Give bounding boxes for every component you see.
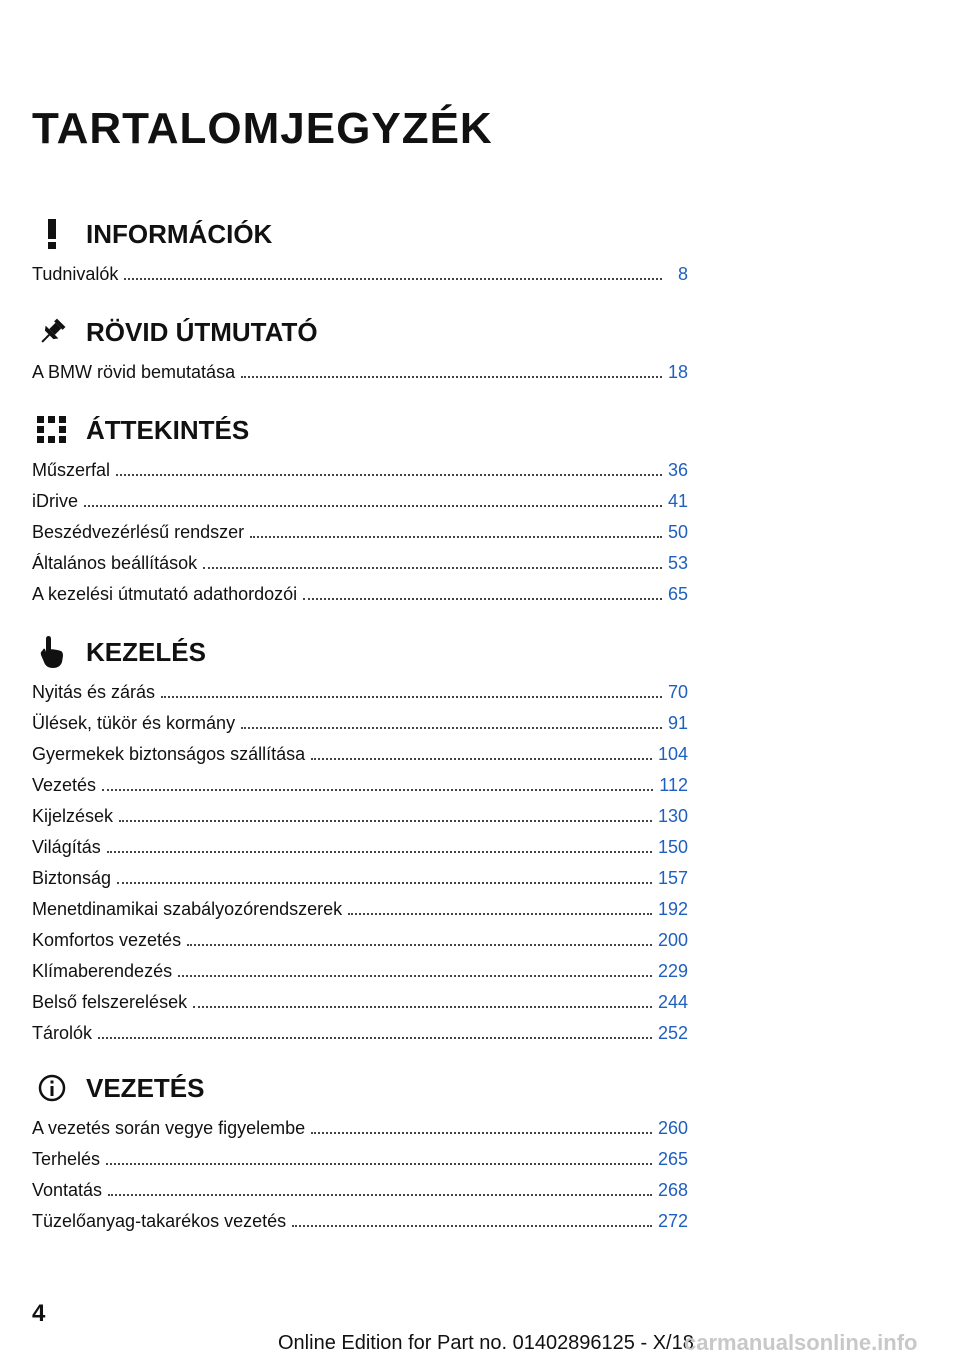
section-attekintes [32, 410, 688, 605]
section-kezeles [32, 632, 688, 1044]
toc-entry-label: Nyitás és zárás [32, 682, 156, 702]
page-title: TARTALOMJEGYZÉK [32, 104, 493, 153]
toc-entry-page: 272 [657, 1211, 688, 1231]
toc-entry-page: 104 [657, 744, 688, 764]
toc-entry-page: 200 [657, 930, 688, 950]
section-header [32, 312, 688, 352]
toc-entry-page: 50 [667, 522, 688, 542]
toc-entry-label: Műszerfal [32, 460, 111, 480]
toc-entry-page: 91 [667, 713, 688, 733]
dot-leader [116, 474, 662, 476]
dot-leader [193, 1006, 652, 1008]
toc-entry-page: 18 [667, 362, 688, 382]
section-informaciok [32, 214, 688, 285]
section-vezetes [32, 1068, 688, 1232]
toc-entry-label: Általános beállítások [32, 553, 198, 573]
dot-leader [311, 1132, 652, 1134]
toc-entry-label: Komfortos vezetés [32, 930, 182, 950]
section-header [32, 214, 688, 254]
toc-entry-belso-felszerelesek[interactable] [32, 982, 688, 1013]
toc-entry-page: 70 [667, 682, 688, 702]
toc-entry-page: 252 [657, 1023, 688, 1043]
toc-entry-label: iDrive [32, 491, 79, 511]
watermark: carmanualsonline.info [684, 1330, 918, 1355]
section-rovid-utmutato [32, 312, 688, 383]
toc-entry-nyitas-es-zaras[interactable] [32, 672, 688, 703]
pointing-hand-icon [32, 632, 72, 672]
toc-entry-label: Belső felszerelések [32, 992, 188, 1012]
dot-leader [117, 882, 652, 884]
dot-leader [106, 1163, 652, 1165]
toc-entry-kijelzesek[interactable] [32, 796, 688, 827]
dot-leader [250, 536, 662, 538]
dot-leader [303, 598, 662, 600]
toc-entry-idrive[interactable] [32, 481, 688, 512]
dot-leader [187, 944, 652, 946]
toc-entry-label: Beszédvezérlésű rendszer [32, 522, 245, 542]
toc-entry-label: Menetdinamikai szabályozórendszerek [32, 899, 343, 919]
grid-icon [32, 410, 72, 450]
dot-leader [84, 505, 662, 507]
toc-entry-label: Terhelés [32, 1149, 101, 1169]
exclamation-icon [32, 214, 72, 254]
pushpin-icon [32, 312, 72, 352]
toc-entry-page: 36 [667, 460, 688, 480]
toc-entry-page: 192 [657, 899, 688, 919]
toc-entry-label: Kijelzések [32, 806, 114, 826]
toc-entry-label: Gyermekek biztonságos szállítása [32, 744, 306, 764]
toc-entry-biztonsag[interactable] [32, 858, 688, 889]
dot-leader [241, 376, 662, 378]
toc-entry-vilagitas[interactable] [32, 827, 688, 858]
toc-entry-label: Klímaberendezés [32, 961, 173, 981]
dot-leader [178, 975, 652, 977]
toc-entry-page: 130 [657, 806, 688, 826]
toc-entry-label: Vontatás [32, 1180, 103, 1200]
info-circle-icon [32, 1068, 72, 1108]
dot-leader [241, 727, 662, 729]
toc-entry-kezelesi-utmutato-adathordozoi[interactable] [32, 574, 688, 605]
toc-entry-page: 229 [657, 961, 688, 981]
dot-leader [311, 758, 652, 760]
dot-leader [102, 789, 653, 791]
dot-leader [161, 696, 662, 698]
toc-entry-label: Tudnivalók [32, 264, 119, 284]
toc-entry-page: 150 [657, 837, 688, 857]
toc-entry-page: 41 [667, 491, 688, 511]
toc-entry-vontatas[interactable] [32, 1170, 688, 1201]
toc-entry-page: 268 [657, 1180, 688, 1200]
dot-leader [348, 913, 652, 915]
dot-leader [203, 567, 662, 569]
section-header [32, 1068, 688, 1108]
section-title: KEZELÉS [86, 636, 206, 667]
toc-entry-tuzeloanyag-takarekos-vezetes[interactable] [32, 1201, 688, 1232]
toc-entry-page: 244 [657, 992, 688, 1012]
toc-entry-page: 65 [667, 584, 688, 604]
toc-entry-page: 53 [667, 553, 688, 573]
toc-entry-page: 260 [657, 1118, 688, 1138]
toc-entry-vezetes[interactable] [32, 765, 688, 796]
dot-leader [124, 278, 662, 280]
dot-leader [119, 820, 652, 822]
toc-entry-page: 8 [677, 264, 688, 284]
toc-entry-vezetes-soran-vegye-figyelembe[interactable] [32, 1108, 688, 1139]
toc-entry-label: Biztonság [32, 868, 112, 888]
section-header [32, 632, 688, 672]
toc-entry-altalanos-beallitasok[interactable] [32, 543, 688, 574]
toc-entry-page: 112 [659, 775, 688, 795]
dot-leader [107, 851, 652, 853]
toc-entry-tudnivalok[interactable] [32, 254, 688, 285]
footer-edition-text: Online Edition for Part no. 01402896125 - X/18 [278, 1332, 694, 1354]
section-title: VEZETÉS [86, 1072, 205, 1103]
toc-entry-label: Tárolók [32, 1023, 93, 1043]
dot-leader [108, 1194, 652, 1196]
section-title: ÁTTEKINTÉS [86, 414, 250, 445]
toc-entry-label: Világítás [32, 837, 101, 857]
dot-leader [292, 1225, 652, 1227]
toc-entry-page: 157 [657, 868, 688, 888]
toc-entry-bmw-rovid-bemutatasa[interactable] [32, 352, 688, 383]
toc-entry-tarolok[interactable] [32, 1013, 688, 1044]
toc-entry-beszedvezerlesu-rendszer[interactable] [32, 512, 688, 543]
toc-entry-terheles[interactable] [32, 1139, 688, 1170]
toc-entry-label: A vezetés során vegye figyelembe [32, 1118, 306, 1138]
section-title: RÖVID ÚTMUTATÓ [86, 316, 318, 347]
toc-entry-label: Ülések, tükör és kormány [32, 713, 236, 733]
toc-entry-komfortos-vezetes[interactable] [32, 920, 688, 951]
dot-leader [98, 1037, 652, 1039]
toc-entry-label: Tüzelőanyag-takarékos vezetés [32, 1211, 287, 1231]
toc-entry-label: A BMW rövid bemutatása [32, 362, 236, 382]
toc-entry-label: Vezetés [32, 775, 97, 795]
toc-entry-muszerfal[interactable] [32, 450, 688, 481]
section-header [32, 410, 688, 450]
toc-entry-ulesek-tukor-kormany[interactable] [32, 703, 688, 734]
section-title: INFORMÁCIÓK [86, 218, 273, 249]
toc-entry-gyermekek-biztonsagos-szallitasa[interactable] [32, 734, 688, 765]
toc-entry-label: A kezelési útmutató adathordozói [32, 584, 298, 604]
toc-entry-page: 265 [657, 1149, 688, 1169]
toc-entry-menetdinamikai-szabalyozorendszerek[interactable] [32, 889, 688, 920]
toc-entry-klimaberendezes[interactable] [32, 951, 688, 982]
page-number: 4 [32, 1300, 46, 1327]
